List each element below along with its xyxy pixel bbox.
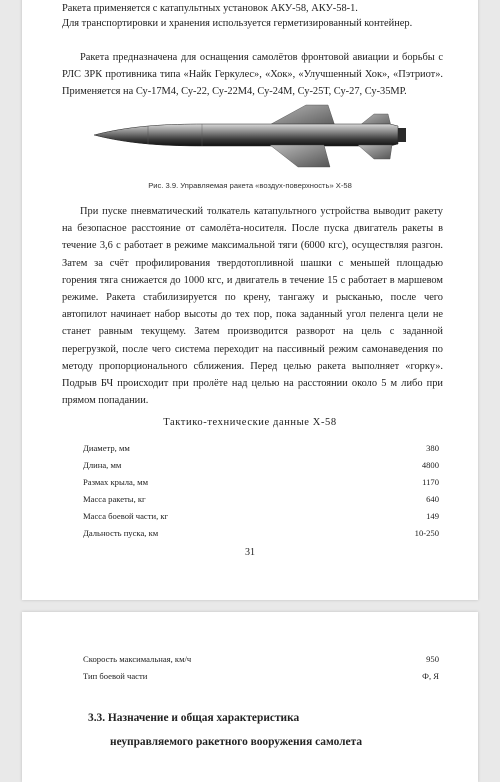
paragraph-launch-text: При пуске пневматический толкатель катапультного устройства выводит ракету на безопасное расстояние от самолёта-носителя. После пуска двигатель ракеты в течение 3,6 с работает в режиме максимальной тяги (6000 кгс), осуществляя разгон. Затем за счёт профилирования твердотопливной шашки с меньшей площадью горения тяга снижается до 1000 кгс, и двигатель в течение 15 с работает в маршевом режиме. Ракета стабилизируется по крену, тангажу и рысканью, после чего автопилот начинает набор высоты до тех пор, пока заданный угол пеленга цели не станет равным текущему. Затем производится разворот на цель с заданной перегрузкой, после чего система переходит на пассивный режим самонаведения по методу пропорционального сближения. Перед целью ракета выполняет «горку». Подрыв БЧ происходит при пролёте над целью на расстоянии около 5 м либо при прямом попадании. (62, 206, 443, 407)
row-value: 1170 (422, 477, 439, 487)
section-heading-line1: 3.3. Назначение и общая характеристика (88, 712, 300, 724)
row-label: Диаметр, мм (83, 443, 130, 453)
row-label: Размах крыла, мм (83, 477, 149, 487)
table-row (83, 457, 439, 474)
figure-caption: Рис. 3.9. Управляемая ракета «воздух-поверхность» Х-58 (148, 181, 352, 190)
table-row (83, 668, 439, 685)
paragraph-purpose (62, 49, 443, 101)
row-value: 380 (426, 443, 439, 453)
table-row (83, 474, 439, 491)
row-value: 10-250 (414, 528, 439, 538)
paragraph-purpose-text: Ракета предназначена для оснащения самолётов фронтовой авиации и борьбы с РЛС ЗРК противника типа «Найк Геркулес», «Хок», «Улучшенный Хок», «Пэтриот». Применяется на Су-17М4, Су-22, Су-22М4, Су-24М, Су-25Т, Су-27, Су-35МР. (62, 52, 443, 98)
document-page-31 (22, 0, 478, 600)
missile-illustration (92, 101, 412, 173)
table-row (83, 440, 439, 457)
table-title: Тактико-технические данные Х-58 (163, 417, 337, 428)
paragraph-transport: Для транспортировки и хранения используется герметизированный контейнер. (62, 18, 413, 29)
row-label: Скорость максимальная, км/ч (83, 654, 192, 664)
row-label: Масса ракеты, кг (83, 494, 146, 504)
row-value: 950 (426, 654, 439, 664)
row-label: Длина, мм (83, 460, 122, 470)
table-row (83, 508, 439, 525)
row-value: 4800 (421, 460, 439, 470)
missile-drawing (92, 101, 412, 173)
row-value: 640 (426, 494, 439, 504)
section-heading-line2: неуправляемого ракетного вооружения самолета (110, 736, 363, 748)
row-value: 149 (426, 511, 439, 521)
page-number: 31 (245, 547, 255, 558)
row-label: Масса боевой части, кг (83, 511, 169, 521)
document-page-32 (22, 612, 478, 782)
row-label: Дальность пуска, км (83, 528, 159, 538)
paragraph-launch-description (62, 203, 443, 409)
paragraph-line-cut: Ракета применяется с катапультных установок АКУ-58, АКУ-58-1. (62, 3, 358, 14)
table-row (83, 651, 439, 668)
table-row (83, 525, 439, 542)
row-label: Тип боевой части (83, 671, 148, 681)
table-row (83, 491, 439, 508)
row-value: Ф, Я (422, 671, 439, 681)
